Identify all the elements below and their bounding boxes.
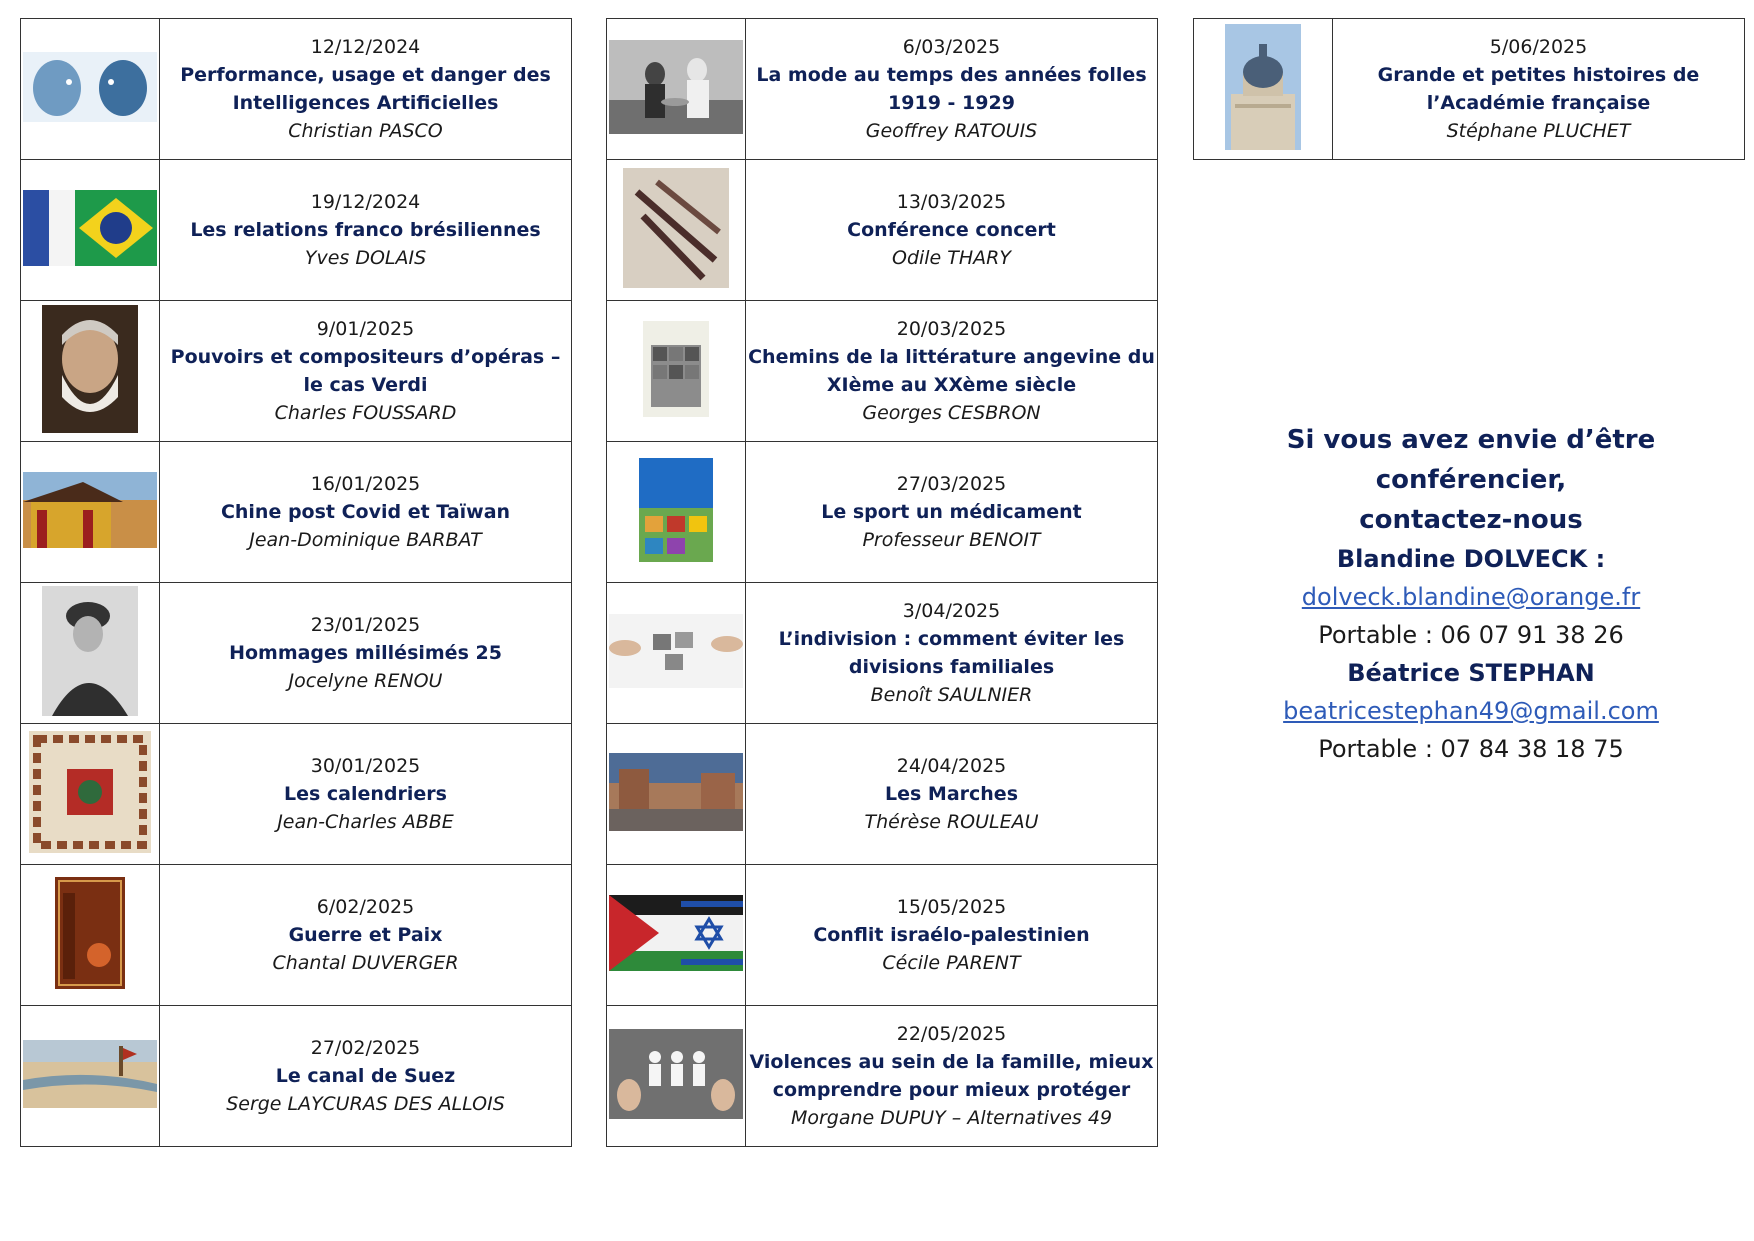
event-row bbox=[607, 583, 1158, 724]
event-thumbnail-cell bbox=[607, 583, 746, 724]
event-info-cell bbox=[746, 865, 1158, 1006]
event-info-cell bbox=[746, 301, 1158, 442]
event-title: Les relations franco brésiliennes bbox=[190, 219, 541, 241]
event-thumbnail-cell bbox=[607, 19, 746, 160]
event-row bbox=[21, 865, 572, 1006]
event-row bbox=[21, 583, 572, 724]
chinese-temple-icon bbox=[23, 472, 157, 552]
event-thumbnail-cell bbox=[21, 724, 160, 865]
event-speaker: Charles FOUSSARD bbox=[274, 402, 457, 424]
event-title: La mode au temps des années folles 1919 - 1929 bbox=[756, 64, 1147, 114]
event-row bbox=[607, 442, 1158, 583]
event-speaker: Cécile PARENT bbox=[882, 952, 1021, 974]
contact-name-2: Béatrice STEPHAN bbox=[1347, 659, 1595, 687]
event-thumbnail-cell bbox=[21, 160, 160, 301]
event-title: Les calendriers bbox=[284, 783, 447, 805]
event-speaker: Jocelyne RENOU bbox=[288, 670, 443, 692]
event-speaker: Georges CESBRON bbox=[862, 402, 1041, 424]
event-title: Chemins de la littérature angevine du XIème au XXème siècle bbox=[748, 346, 1155, 396]
event-speaker: Thérèse ROULEAU bbox=[864, 811, 1039, 833]
aztec-calendar-icon bbox=[29, 731, 151, 857]
contact-block bbox=[1196, 420, 1746, 768]
event-thumbnail-cell bbox=[607, 865, 746, 1006]
event-title: Conflit israélo-palestinien bbox=[813, 924, 1090, 946]
event-row bbox=[607, 865, 1158, 1006]
ai-faces-icon bbox=[23, 52, 157, 126]
event-date: 13/03/2025 bbox=[896, 191, 1007, 213]
event-thumbnail-cell bbox=[21, 19, 160, 160]
event-info-cell bbox=[160, 160, 572, 301]
event-row bbox=[607, 301, 1158, 442]
contact-email-2[interactable]: beatricestephan49@gmail.com bbox=[1283, 697, 1659, 725]
event-speaker: Jean-Charles ABBE bbox=[277, 811, 454, 833]
event-thumbnail-cell bbox=[1194, 19, 1333, 160]
event-title: Les Marches bbox=[885, 783, 1018, 805]
event-date: 24/04/2025 bbox=[896, 755, 1007, 777]
paper-family-icon bbox=[609, 1029, 743, 1123]
event-row bbox=[1194, 19, 1745, 160]
event-row bbox=[21, 160, 572, 301]
puzzle-hands-icon bbox=[609, 614, 743, 692]
event-thumbnail-cell bbox=[21, 1006, 160, 1147]
event-title: Conférence concert bbox=[847, 219, 1056, 241]
event-row bbox=[21, 724, 572, 865]
event-row bbox=[21, 1006, 572, 1147]
schedule-column-3 bbox=[1193, 18, 1745, 160]
contact-name-1: Blandine DOLVECK : bbox=[1336, 545, 1606, 573]
event-thumbnail-cell bbox=[607, 724, 746, 865]
event-date: 22/05/2025 bbox=[896, 1023, 1007, 1045]
event-date: 3/04/2025 bbox=[902, 600, 1001, 622]
schedule-column-1 bbox=[20, 18, 572, 1147]
event-speaker: Odile THARY bbox=[891, 247, 1011, 269]
event-speaker: Stéphane PLUCHET bbox=[1446, 120, 1631, 142]
event-date: 12/12/2024 bbox=[310, 36, 421, 58]
event-speaker: Chantal DUVERGER bbox=[272, 952, 459, 974]
event-info-cell bbox=[746, 442, 1158, 583]
event-speaker: Morgane DUPUY – Alternatives 49 bbox=[790, 1107, 1113, 1129]
event-info-cell bbox=[1333, 19, 1745, 160]
event-row bbox=[607, 724, 1158, 865]
vintage-cafe-photo-icon bbox=[609, 40, 743, 138]
event-date: 6/03/2025 bbox=[902, 36, 1001, 58]
event-row bbox=[21, 442, 572, 583]
event-thumbnail-cell bbox=[607, 301, 746, 442]
event-date: 30/01/2025 bbox=[310, 755, 421, 777]
event-info-cell bbox=[746, 1006, 1158, 1147]
tolstoy-book-icon bbox=[55, 877, 125, 993]
event-date: 6/02/2025 bbox=[316, 896, 415, 918]
event-date: 23/01/2025 bbox=[310, 614, 421, 636]
event-title: L’indivision : comment éviter les divisions familiales bbox=[778, 628, 1125, 678]
event-info-cell bbox=[160, 1006, 572, 1147]
event-date: 9/01/2025 bbox=[316, 318, 415, 340]
event-info-cell bbox=[160, 19, 572, 160]
schedule-table bbox=[1193, 18, 1745, 160]
event-title: Le sport un médicament bbox=[821, 501, 1082, 523]
event-info-cell bbox=[746, 583, 1158, 724]
event-info-cell bbox=[160, 865, 572, 1006]
event-info-cell bbox=[160, 442, 572, 583]
event-speaker: Jean-Dominique BARBAT bbox=[249, 529, 482, 551]
event-info-cell bbox=[746, 19, 1158, 160]
italian-square-icon bbox=[609, 753, 743, 835]
academie-francaise-dome-icon bbox=[1225, 24, 1301, 154]
schedule-column-2 bbox=[606, 18, 1158, 1147]
event-thumbnail-cell bbox=[21, 865, 160, 1006]
event-date: 20/03/2025 bbox=[896, 318, 1007, 340]
event-thumbnail-cell bbox=[607, 160, 746, 301]
suez-canal-painting-icon bbox=[23, 1040, 157, 1112]
event-date: 27/02/2025 bbox=[310, 1037, 421, 1059]
event-title: Violences au sein de la famille, mieux comprendre pour mieux protéger bbox=[749, 1051, 1154, 1101]
event-title: Hommages millésimés 25 bbox=[229, 642, 502, 664]
schedule-table bbox=[606, 18, 1158, 1147]
event-row bbox=[607, 1006, 1158, 1147]
event-speaker: Yves DOLAIS bbox=[304, 247, 427, 269]
event-date: 19/12/2024 bbox=[310, 191, 421, 213]
event-title: Chine post Covid et Taïwan bbox=[220, 501, 511, 523]
event-speaker: Geoffrey RATOUIS bbox=[865, 120, 1038, 142]
event-row bbox=[21, 301, 572, 442]
sport-book-icon bbox=[639, 458, 713, 566]
schedule-table bbox=[20, 18, 572, 1147]
event-speaker: Benoît SAULNIER bbox=[870, 684, 1033, 706]
event-speaker: Christian PASCO bbox=[288, 120, 443, 142]
event-title: Performance, usage et danger des Intelligences Artificielles bbox=[180, 64, 551, 114]
event-info-cell bbox=[160, 583, 572, 724]
france-brazil-flags-icon bbox=[23, 190, 157, 270]
event-info-cell bbox=[746, 160, 1158, 301]
event-thumbnail-cell bbox=[21, 583, 160, 724]
event-speaker: Serge LAYCURAS DES ALLOIS bbox=[226, 1093, 505, 1115]
speaker-call-subheading: contactez-nous bbox=[1359, 505, 1583, 535]
event-title: Guerre et Paix bbox=[288, 924, 443, 946]
event-row bbox=[21, 19, 572, 160]
event-info-cell bbox=[160, 724, 572, 865]
event-title: Grande et petites histoires de l’Académie française bbox=[1377, 64, 1700, 114]
woodwind-instruments-icon bbox=[623, 168, 729, 292]
contact-email-1[interactable]: dolveck.blandine@orange.fr bbox=[1301, 583, 1641, 611]
event-date: 16/01/2025 bbox=[310, 473, 421, 495]
event-speaker: Professeur BENOIT bbox=[862, 529, 1041, 551]
woman-portrait-icon bbox=[42, 586, 138, 720]
event-thumbnail-cell bbox=[607, 442, 746, 583]
contact-phone-1: Portable : 06 07 91 38 26 bbox=[1318, 621, 1624, 649]
speaker-call-heading: Si vous avez envie d’être conférencier, bbox=[1286, 425, 1656, 495]
event-info-cell bbox=[746, 724, 1158, 865]
israel-palestine-flags-icon bbox=[609, 895, 743, 975]
event-thumbnail-cell bbox=[21, 442, 160, 583]
event-date: 27/03/2025 bbox=[896, 473, 1007, 495]
event-date: 5/06/2025 bbox=[1489, 36, 1588, 58]
event-row bbox=[607, 19, 1158, 160]
event-info-cell bbox=[160, 301, 572, 442]
contact-phone-2: Portable : 07 84 38 18 75 bbox=[1318, 735, 1624, 763]
verdi-portrait-icon bbox=[42, 305, 138, 437]
event-row bbox=[607, 160, 1158, 301]
event-thumbnail-cell bbox=[607, 1006, 746, 1147]
book-cover-icon bbox=[643, 321, 709, 421]
event-title: Pouvoirs et compositeurs d’opéras – le cas Verdi bbox=[170, 346, 561, 396]
event-title: Le canal de Suez bbox=[275, 1065, 456, 1087]
event-date: 15/05/2025 bbox=[896, 896, 1007, 918]
event-thumbnail-cell bbox=[21, 301, 160, 442]
